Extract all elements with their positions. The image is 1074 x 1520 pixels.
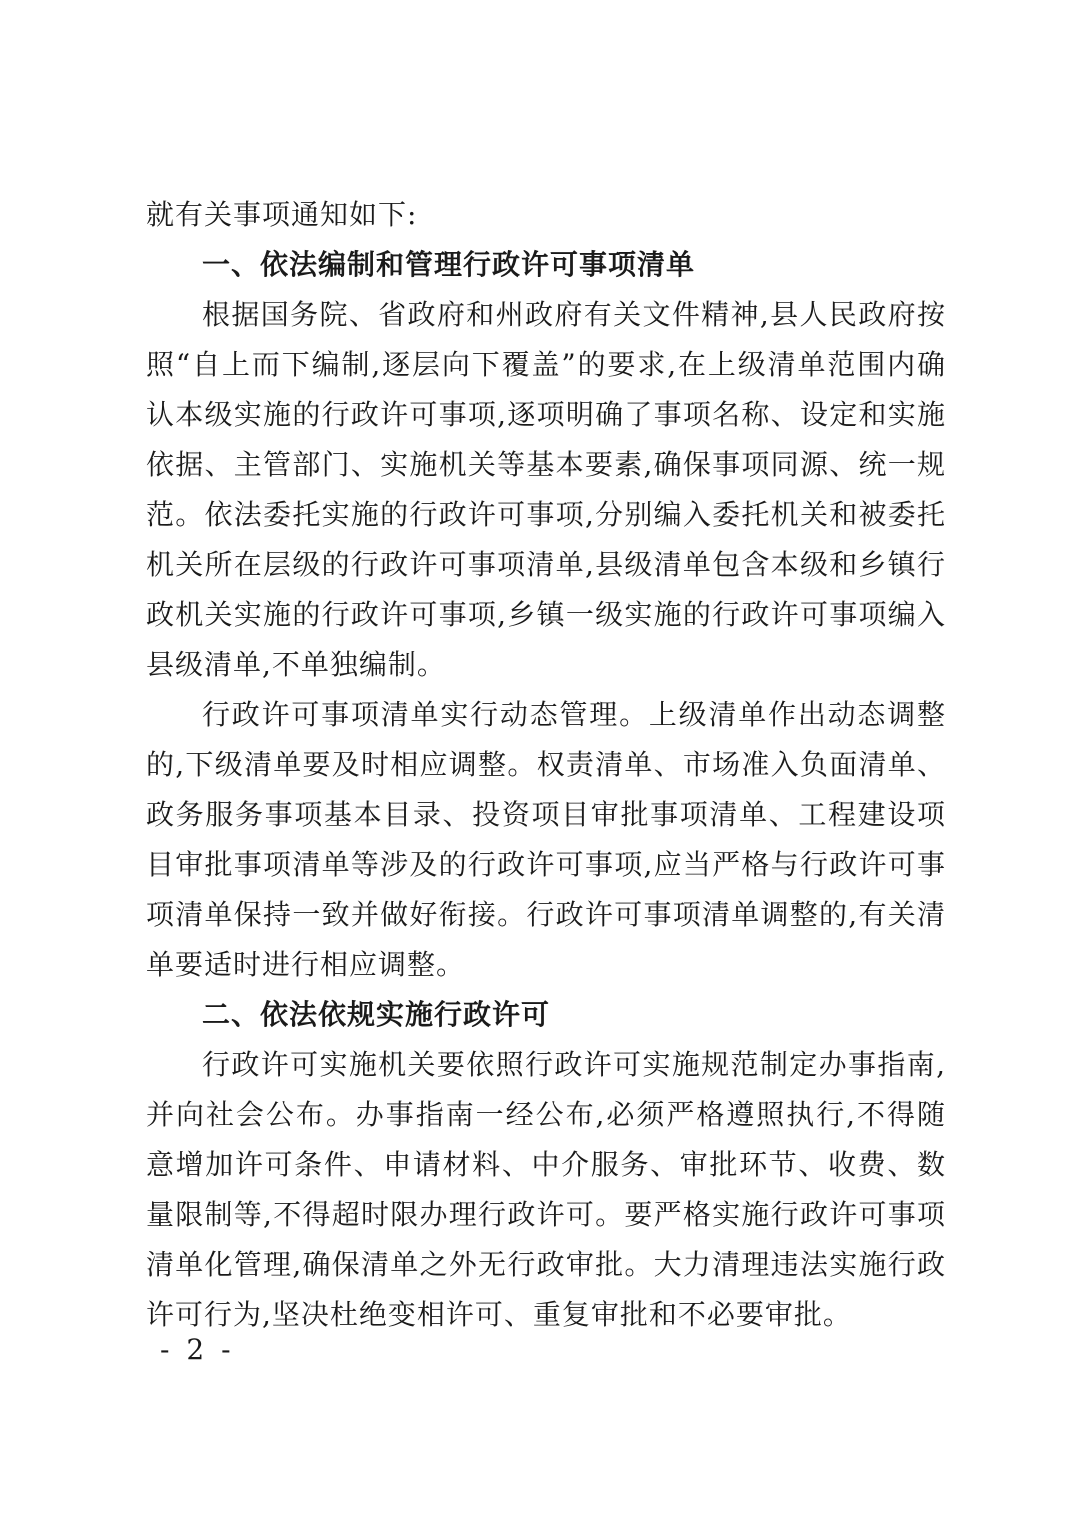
section-1-paragraph-1: 根据国务院、省政府和州政府有关文件精神,县人民政府按照“自上而下编制,逐层向下覆盖”的要求,在上级清单范围内确认本级实施的行政许可事项,逐项明确了事项名称、设定和实施依据、主管部门、实施机关等基本要素,确保事项同源、统一规范。依法委托实施的行政许可事项,分别编入委托机关和被委托机关所在层级的行政许可事项清单,县级清单包含本级和乡镇行政机关实施的行政许可事项,乡镇一级实施的行政许可事项编入县级清单,不单独编制。 <box>146 298 946 681</box>
section-1-heading: 一、依法编制和管理行政许可事项清单 <box>202 248 696 281</box>
section-2-paragraph-1: 行政许可实施机关要依照行政许可实施规范制定办事指南,并向社会公布。办事指南一经公布,必须严格遵照执行,不得随意增加许可条件、申请材料、中介服务、审批环节、收费、数量限制等,不得超时限办理行政许可。要严格实施行政许可事项清单化管理,确保清单之外无行政审批。大力清理违法实施行政许可行为,坚决杜绝变相许可、重复审批和不必要审批。 <box>146 1048 946 1331</box>
page-number: - 2 - <box>160 1333 235 1366</box>
opening-line: 就有关事项通知如下: <box>146 198 418 231</box>
section-2-heading: 二、依法依规实施行政许可 <box>202 998 551 1031</box>
section-1-paragraph-2: 行政许可事项清单实行动态管理。上级清单作出动态调整的,下级清单要及时相应调整。权责清单、市场准入负面清单、政务服务事项基本目录、投资项目审批事项清单、工程建设项目审批事项清单等涉及的行政许可事项,应当严格与行政许可事项清单保持一致并做好衔接。行政许可事项清单调整的,有关清单要适时进行相应调整。 <box>146 698 946 981</box>
document-body <box>146 190 946 1340</box>
